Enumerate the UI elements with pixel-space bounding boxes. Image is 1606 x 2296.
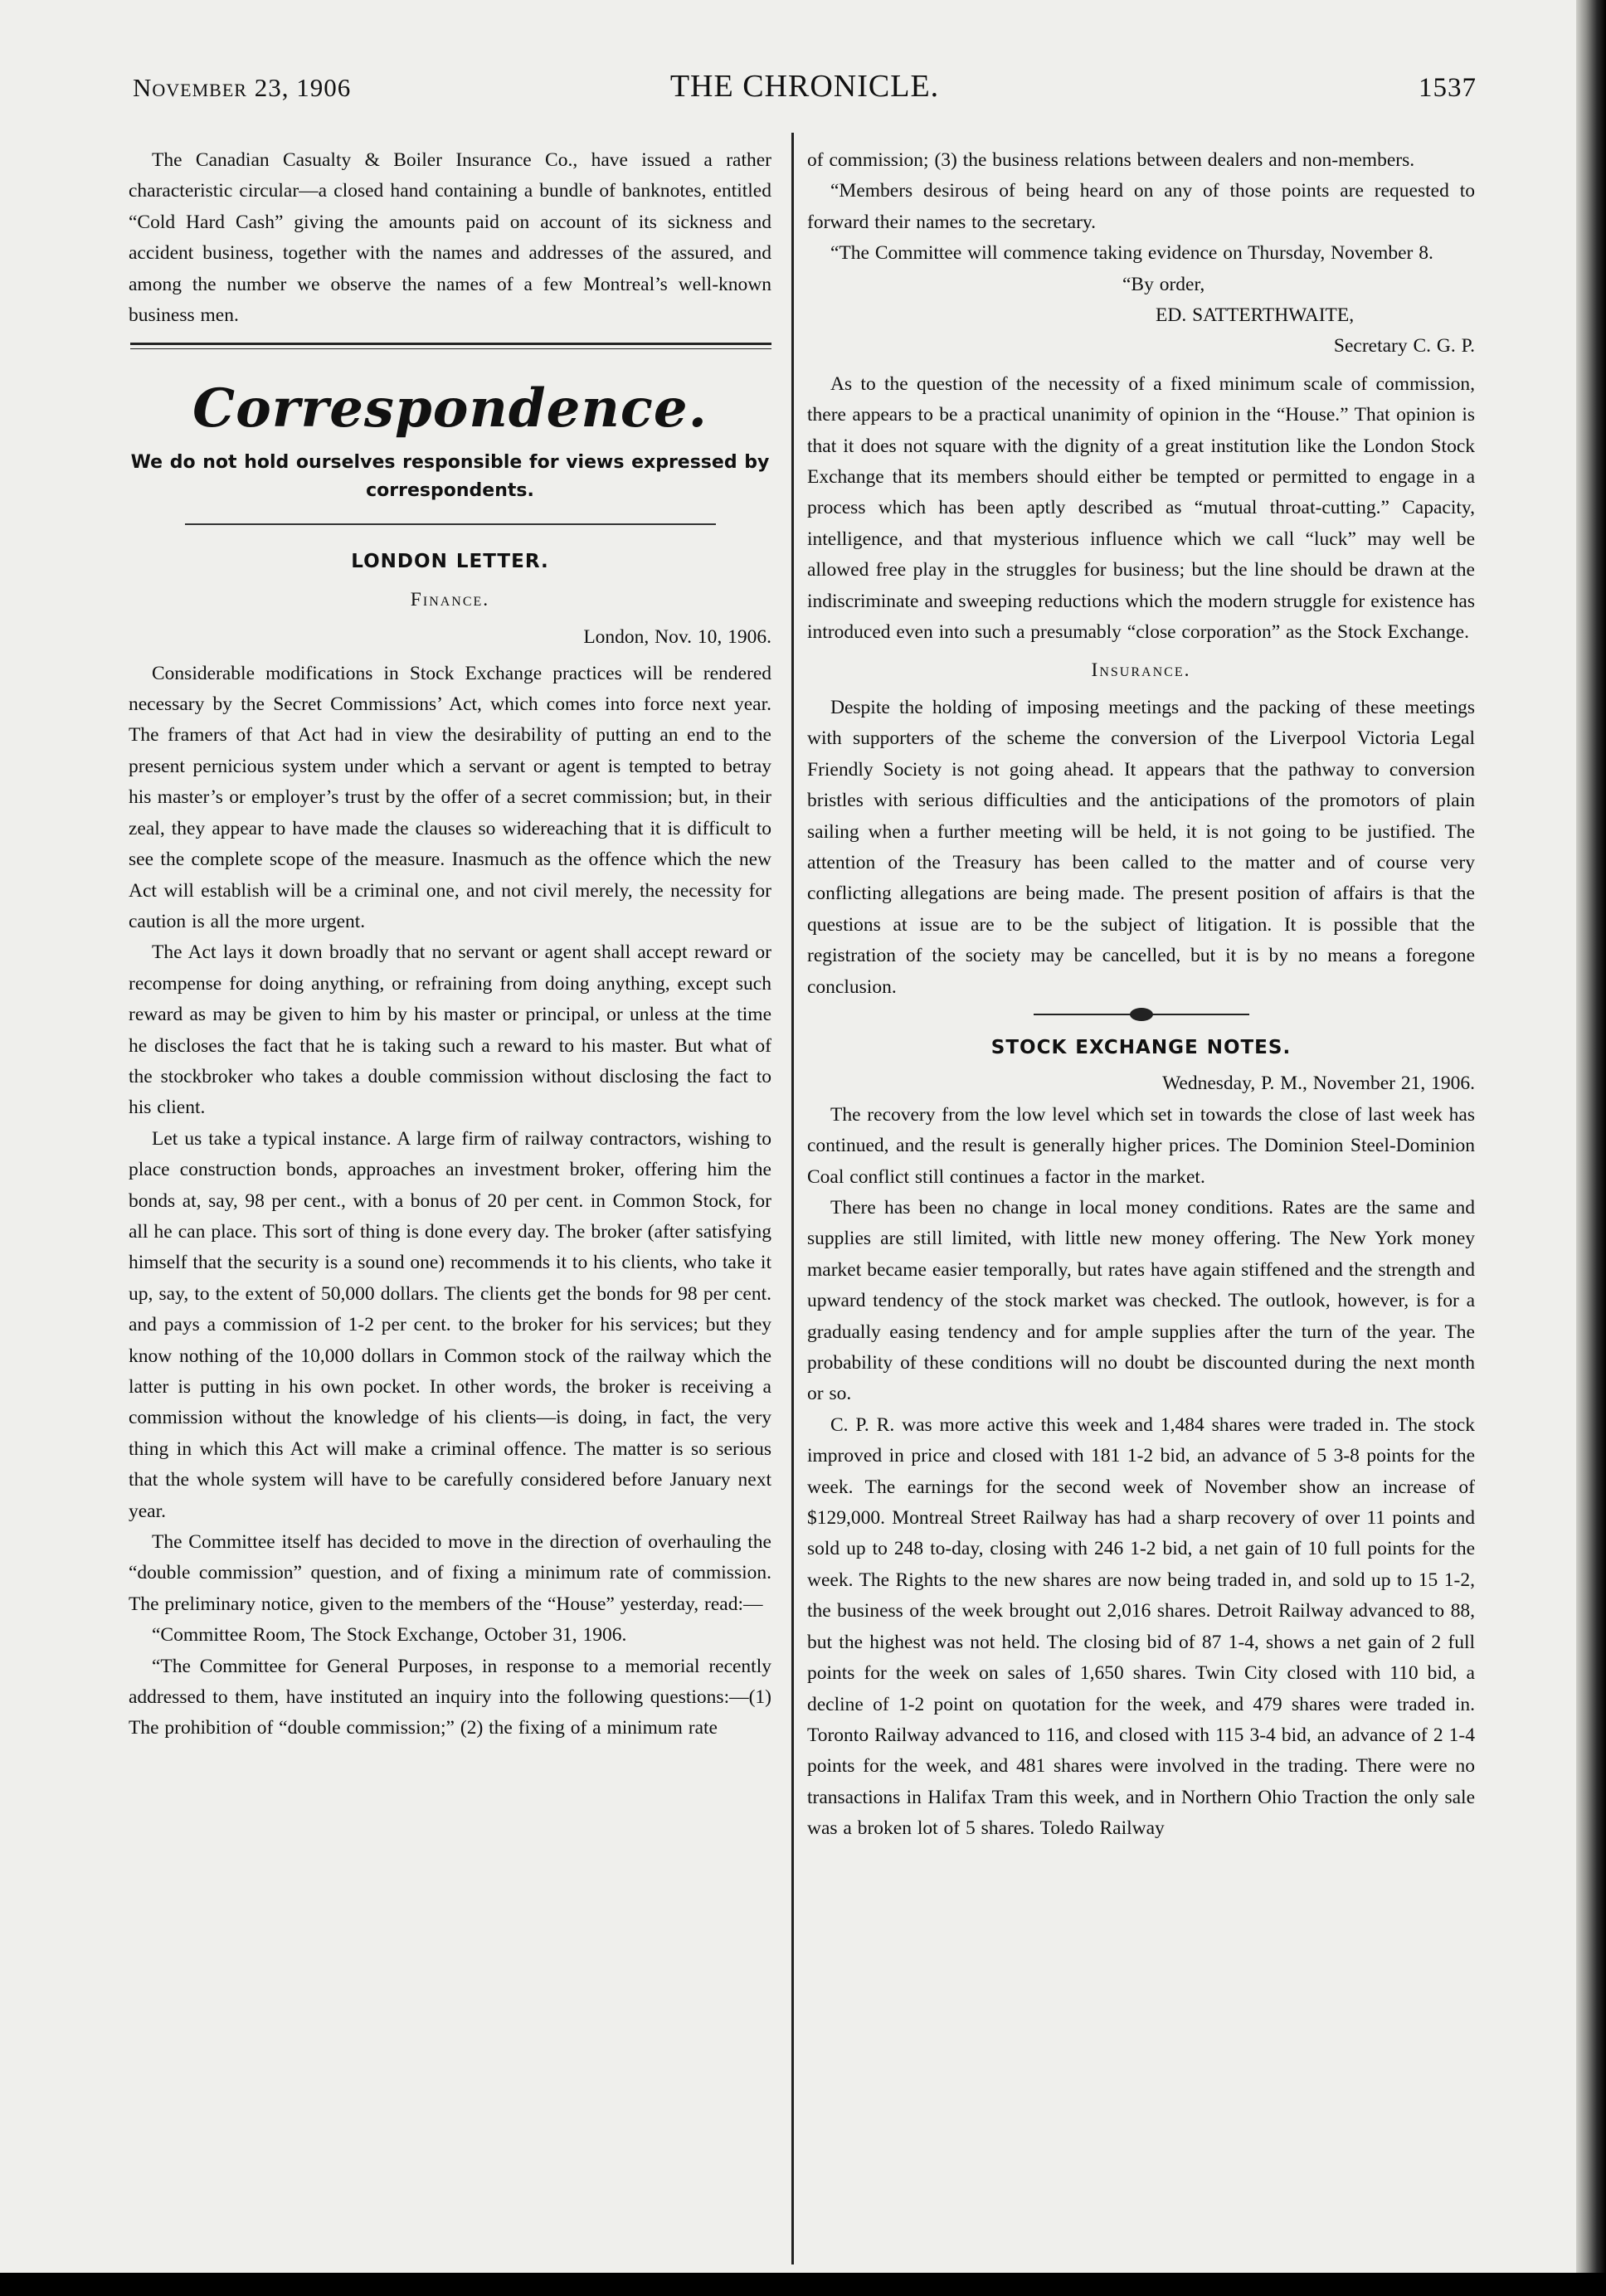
insurance-subheading: Insurance. <box>1091 659 1191 681</box>
paragraph: Considerable modifications in Stock Exchange practices will be rendered necessary by the Secret Commissions’ Act, which comes into force next year. The framers of that Act had in view the desirability of putting an end to the present pernicious system under which a servant or agent is tempted to betray his master’s or employer’s trust by the offer of a secret commission; but, in their zeal, they appear to have made the clauses so widereaching that it is difficult to see the complete scope of the measure. Inasmuch as the offence which the new Act will establish will be a criminal one, and not civil merely, the necessity for caution is all the more urgent. <box>129 662 771 932</box>
paragraph: The Act lays it down broadly that no servant or agent shall accept reward or recompense for doing anything, or refraining from doing anything, except such reward as may be given to him by his master or principal, or unless at the time he discloses the fact that he is taking such a reward to his master. But what of the stockbroker who takes a double commission without disclosing the fact to his client. <box>129 941 771 1119</box>
paragraph: “Members desirous of being heard on any of those points are requested to forward their names to the secretary. <box>807 180 1475 233</box>
page-bottom-edge <box>0 2273 1606 2296</box>
paragraph: C. P. R. was more active this week and 1,484 shares were traded in. The stock improved in price and closed with 181 1-2 bid, an advance of 5 3-8 points for the week. The earnings for the second week of November show an increase of $129,000. Montreal Street Railway has had a sharp recovery of over 11 points and sold up to 248 to-day, closing with 246 1-2 bid, a net gain of 10 full points for the week. The Rights to the new shares are now being traded in, and sold up to 15 1-2, the business of the week brought out 2,016 shares. Detroit Railway advanced to 88, but the highest was not held. The closing bid of 87 1-4, shows a net gain of 2 full points for the week on sales of 1,650 shares. Twin City closed with 110 bid, a decline of 1-2 point on quotation for the week, and 479 shares were traded in. Toronto Railway advanced to 116, and closed with 115 3-4 bid, an advance of 2 1-4 points for the week, and 481 shares were involved in the trading. There were no transactions in Halifax Tram this week, and in Northern Ohio Traction the only sale was a broken lot of 5 shares. Toledo Railway <box>807 1413 1475 1840</box>
correspondence-disclaimer: We do not hold ourselves responsible for views expressed by correspondents. <box>130 452 770 502</box>
paragraph: Despite the holding of imposing meetings and the packing of these meetings with supporters of the scheme the conversion of the Liverpool Victoria Legal Friendly Society is not going ahead. It appears that the pathway to conversion bristles with serious difficulties and the anticipations of the promotors of plain sailing when a further meeting will be held, it is not going to be justified. The attention of the Treasury has been called to the matter and of course very conflicting allegations are being made. The present position of affairs is that the questions at issue are to be the subject of litigation. It is possible that the registration of the society may be cancelled, but it is by no means a foregone conclusion. <box>807 696 1475 998</box>
double-rule <box>130 343 771 349</box>
finance-subheading: Finance. <box>410 588 490 610</box>
stock-dateline: Wednesday, P. M., November 21, 1906. <box>1162 1073 1475 1095</box>
page-edge-shadow <box>1576 0 1606 2296</box>
london-letter-heading: LONDON LETTER. <box>351 551 549 573</box>
page-header <box>133 68 1477 109</box>
header-title: THE CHRONICLE. <box>669 69 940 104</box>
paragraph: “The Committee will commence taking evidence on Thursday, November 8. <box>830 242 1433 265</box>
section-rule <box>185 523 716 525</box>
paragraph: “The Committee for General Purposes, in response to a memorial recently addressed to them, have instituted an inquiry into the following questions:—(1) The prohibition of “double commission;” (2) the fixing of a minimum rate <box>129 1655 771 1739</box>
paragraph: There has been no change in local money conditions. Rates are the same and supplies are still limited, with little new money offering. The New York money market became easier temporally, but rates have again stiffened and the strength and upward tendency of the stock market was checked. The outlook, however, is for a gradually easing tendency and for ample supplies after the turn of the year. The probability of these conditions will no doubt be discounted during the next month or so. <box>807 1197 1475 1405</box>
paragraph: Let us take a typical instance. A large firm of railway contractors, wishing to place construction bonds, approaches an investment broker, offering him the bonds at, say, 98 per cent., with a bonus of 20 per cent. in Common Stock, for all he can place. This sort of thing is done every day. The broker (after satisfying himself that the security is a sound one) recommends it to his clients, who take it up, say, to the extent of 50,000 dollars. The clients get the bonds for 98 per cent. and pays a commission of 1-2 per cent. to the broker for his services; but they know nothing of the 10,000 dollars in Common stock of the railway which the latter is putting in his own pocket. In other words, the broker is receiving a commission without the knowledge of his clients—is doing, in fact, the very thing in which this Act will make a criminal offence. The matter is so serious that the whole system will have to be carefully considered before January next year. <box>129 1127 771 1522</box>
left-column <box>129 145 771 1744</box>
stock-exchange-heading: STOCK EXCHANGE NOTES. <box>990 1036 1292 1058</box>
paragraph: As to the question of the necessity of a fixed minimum scale of commission, there appears to be a practical unanimity of opinion in the “House.” That opinion is that it does not square with the dignity of a great institution like the London Stock Exchange that its members should either be tempted or permitted to engage in a process which has been aptly described as “mutual throat-cutting.” Capacity, intelligence, and that mysterious influence which we call “luck” may well be allowed free play in the struggles for business; but the line should be drawn at the indiscriminate and sweeping reductions which the modern struggle for existence has introduced even into such a presumably “close corporation” as the Stock Exchange. <box>807 372 1475 644</box>
paragraph: “Committee Room, The Stock Exchange, October 31, 1906. <box>152 1624 627 1647</box>
right-column <box>807 145 1475 1845</box>
by-order: “By order, <box>1122 273 1205 295</box>
signer-title: Secretary C. G. P. <box>1333 335 1475 358</box>
column-divider <box>791 133 794 2264</box>
paragraph: The recovery from the low level which set in towards the close of last week has continued, and the result is generally higher prices. The Dominion Steel-Dominion Coal conflict still continues a factor in the market. <box>807 1103 1475 1188</box>
header-date: November 23, 1906 <box>133 73 352 102</box>
ornament-divider <box>1034 1006 1249 1023</box>
page-number: 1537 <box>1419 73 1477 103</box>
signer-name: ED. SATTERTHWAITE, <box>1156 304 1355 327</box>
london-dateline: London, Nov. 10, 1906. <box>583 626 771 649</box>
casualty-notice: The Canadian Casualty & Boiler Insurance Co., have issued a rather characteristic circular—a closed hand containing a bundle of banknotes, entitled “Cold Hard Cash” giving the amounts paid on account of its sickness and accident business, together with the names and addresses of the assured, and among the number we observe the names of a few Montreal’s well-known business men. <box>129 149 771 327</box>
correspondence-heading: Correspondence. <box>192 377 708 440</box>
paragraph: of commission; (3) the business relations between dealers and non-members. <box>807 149 1415 171</box>
paragraph: The Committee itself has decided to move in the direction of overhauling the “double commission” question, and of fixing a minimum rate of commission. The preliminary notice, given to the members of the “House” yesterday, read:— <box>129 1531 771 1615</box>
